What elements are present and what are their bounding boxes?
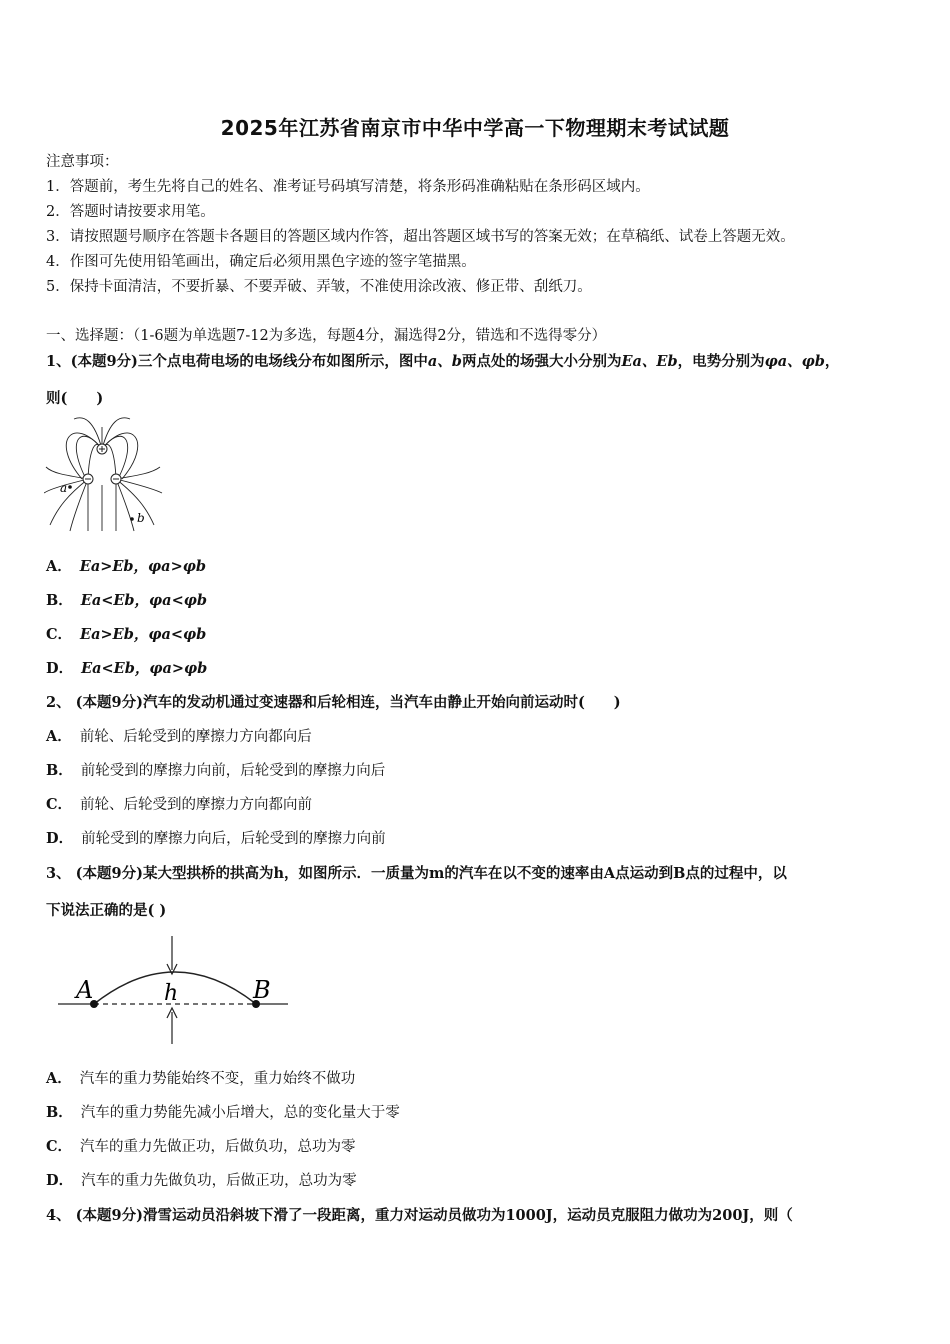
q2-option-d: [46, 829, 386, 849]
q1-stem-E: Ea、Eb: [621, 353, 678, 370]
q1-option-d: [46, 659, 207, 679]
q1-stem-part: ，: [824, 353, 840, 370]
option-label: D．: [46, 660, 74, 677]
notes-item-3: 3．请按照题号顺序在答题卡各题目的答题区域内作答，超出答题区域书写的答案无效；在草稿纸、试卷上答题无效。: [46, 229, 795, 245]
q1-stem-part: 1、(本题9分)三个点电荷电场的电场线分布如图所示，图中: [46, 353, 428, 370]
q2-option-b: [46, 761, 385, 781]
notes-item-5: 5．保持卡面清洁，不要折暴、不要弄破、弄皱，不准使用涂改液、修正带、刮纸刀。: [46, 279, 592, 295]
option-label: D．: [46, 1172, 74, 1189]
electric-field-figure: [44, 415, 169, 533]
option-label: B．: [46, 592, 73, 609]
option-label: A．: [46, 728, 72, 745]
notes-item-4: 4．作图可先使用铅笔画出，确定后必须用黑色字迹的签字笔描黑。: [46, 254, 476, 270]
q2-option-a: [46, 727, 312, 747]
page-title: 2025年江苏省南京市中华中学高一下物理期末考试试题: [220, 116, 730, 140]
notes-item-2: 2．答题时请按要求用笔。: [46, 204, 215, 220]
option-text: 汽车的重力势能始终不变，重力始终不做功: [79, 1071, 356, 1087]
option-text: 前轮、后轮受到的摩擦力方向都向前: [80, 797, 313, 813]
option-label: C．: [46, 796, 73, 813]
q3-option-c: [46, 1137, 356, 1157]
option-text: 汽车的重力先做正功，后做负功，总功为零: [80, 1139, 356, 1155]
option-label: D．: [46, 830, 74, 847]
q3-option-b: [46, 1103, 400, 1123]
q1-stem-line2: 则( ): [46, 390, 104, 407]
option-text: 汽车的重力先做负功，后做正功，总功为零: [81, 1173, 357, 1189]
option-label: B．: [46, 762, 73, 779]
q2-stem: 2、 (本题9分)汽车的发动机通过变速器和后轮相连，当汽车由静止开始向前运动时( ): [46, 694, 621, 711]
q1-stem-vars: a、b: [427, 353, 462, 370]
option-text: 前轮受到的摩擦力向后，后轮受到的摩擦力向前: [81, 831, 386, 847]
arch-bridge-figure: [56, 934, 292, 1046]
option-label: A．: [46, 1070, 72, 1087]
q1-stem-part: 两点处的场强大小分别为: [461, 353, 622, 370]
section-heading: 一、选择题：（1-6题为单选题7-12为多选，每题4分，漏选得2分，错选和不选得零分）: [46, 328, 607, 344]
option-text: Ea<Eb，φa<φb: [80, 592, 207, 609]
q1-stem-phi: φa、φb: [764, 353, 825, 370]
q1-stem: [46, 352, 839, 372]
option-label: A．: [46, 558, 72, 575]
option-text: Ea>Eb，φa>φb: [79, 558, 206, 575]
fig-label-A: A: [76, 976, 94, 1004]
option-label: B．: [46, 1104, 73, 1121]
fig-label-b: b: [137, 511, 145, 525]
q3-stem-line2: 下说法正确的是( ): [46, 902, 167, 919]
notes-heading: 注意事项：: [46, 154, 119, 170]
q3-stem-line1: 3、 (本题9分)某大型拱桥的拱高为h，如图所示．一质量为m的汽车在以不变的速率由A点运动到B点的过程中，以: [46, 865, 787, 882]
fig-label-a: a: [60, 481, 68, 495]
q3-option-d: [46, 1171, 357, 1191]
fig-label-B: B: [253, 976, 271, 1004]
q1-option-c: [46, 625, 206, 645]
option-label: C．: [46, 626, 73, 643]
notes-item-1: 1．答题前，考生先将自己的姓名、准考证号码填写清楚，将条形码准确粘贴在条形码区域内。: [46, 179, 650, 195]
q1-option-a: [46, 557, 206, 577]
q4-stem: 4、 (本题9分)滑雪运动员沿斜坡下滑了一段距离，重力对运动员做功为1000J，运动员克服阻力做功为200J，则（: [46, 1207, 793, 1224]
option-text: Ea>Eb，φa<φb: [80, 626, 207, 643]
q1-option-b: [46, 591, 207, 611]
option-text: 汽车的重力势能先减小后增大，总的变化量大于零: [80, 1105, 400, 1121]
option-text: 前轮、后轮受到的摩擦力方向都向后: [79, 729, 312, 745]
fig-label-h: h: [164, 981, 179, 1006]
option-text: 前轮受到的摩擦力向前，后轮受到的摩擦力向后: [80, 763, 386, 779]
q3-option-a: [46, 1069, 355, 1089]
q2-option-c: [46, 795, 312, 815]
q1-stem-part: ，电势分别为: [677, 353, 765, 370]
option-text: Ea<Eb，φa>φb: [81, 660, 208, 677]
option-label: C．: [46, 1138, 73, 1155]
